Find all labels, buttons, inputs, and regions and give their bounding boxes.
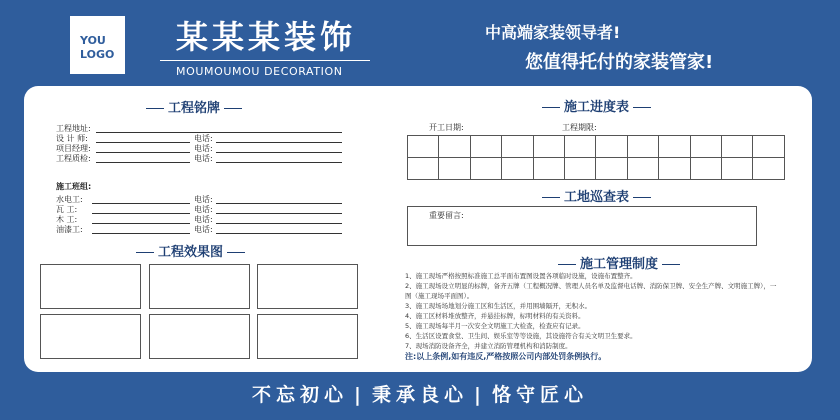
effect-image-slot	[257, 264, 358, 309]
inspector-line	[96, 162, 190, 163]
effect-image-slot	[257, 314, 358, 359]
designer-phone-line	[216, 142, 342, 143]
progress-title: 施工进度表	[538, 96, 655, 115]
tiler-phone-line	[216, 213, 342, 214]
plumber-line	[92, 203, 190, 204]
effect-image-slot	[40, 264, 141, 309]
period-label: 工程期限:	[562, 123, 597, 132]
team-carpenter-label: 木 工:	[56, 215, 78, 224]
rule-item: 5、施工现场每半月一次安全文明施工大检查，检查应有记录。	[405, 322, 585, 330]
rule-item: 2、施工现场设立明显的标牌，备齐五牌（工程概况牌、管理人员名单及监督电话牌、消防保卫牌、安全生产牌、文明施工牌），一	[405, 282, 777, 290]
painter-phone-line	[216, 233, 342, 234]
company-logo	[70, 16, 125, 74]
inspector-phone-label: 电话:	[194, 154, 213, 163]
rule-item: 7、现场消防设备齐全，并建立消防管理机构和消防制度。	[405, 342, 572, 350]
painter-phone-label: 电话:	[194, 225, 213, 234]
rule-note: 注:以上条例,如有违反,严格按照公司内部处罚条例执行。	[405, 352, 607, 361]
rule-item: 1、施工现场严格按照标准施工总平面布置图设置各项临时设施，设施布置整齐。	[405, 272, 637, 280]
inspection-title: 工地巡查表	[538, 186, 655, 205]
progress-grid	[407, 135, 785, 180]
designer-phone-label: 电话:	[194, 134, 213, 143]
effect-image-slot	[40, 314, 141, 359]
team-title: 施工班组:	[56, 182, 92, 191]
team-plumber-label: 水电工:	[56, 195, 83, 204]
carpenter-phone-line	[216, 223, 342, 224]
manager-phone-label: 电话:	[194, 144, 213, 153]
rule-item: 4、施工区材料堆放整齐，并悬挂标牌，标明材料的有关资料。	[405, 312, 585, 320]
slogan-primary: 中高端家装领导者!	[485, 23, 621, 42]
logo-text-line1: YOU	[80, 34, 106, 47]
footer-motto	[0, 380, 840, 407]
effect-title: 工程效果图	[132, 241, 249, 260]
field-inspector-label: 工程质检:	[56, 154, 91, 163]
address-line	[96, 132, 342, 133]
painter-line	[92, 233, 190, 234]
plumber-phone-line	[216, 203, 342, 204]
field-manager-label: 项目经理:	[56, 144, 91, 153]
rule-item: 图（施工现场平面图）。	[405, 292, 474, 300]
company-subtitle: MOUMOUMOU DECORATION	[176, 65, 343, 78]
motto-separator: |	[354, 384, 366, 406]
field-designer-label: 设 计 师:	[56, 134, 88, 143]
tiler-phone-label: 电话:	[194, 205, 213, 214]
nameplate-title: 工程铭牌	[142, 97, 246, 116]
motto-part: 不忘初心	[252, 384, 349, 406]
management-rules	[405, 271, 795, 362]
logo-text-line2: LOGO	[80, 48, 115, 61]
manager-phone-line	[216, 152, 342, 153]
carpenter-phone-label: 电话:	[194, 215, 213, 224]
manager-line	[96, 152, 190, 153]
motto-part: 秉承良心	[371, 384, 468, 406]
rule-item: 6、生活区设置食堂、卫生间、娱乐室等等设施，其设施符合有关文明卫生要求。	[405, 332, 637, 340]
plumber-phone-label: 电话:	[194, 195, 213, 204]
designer-line	[96, 142, 190, 143]
start-date-label: 开工日期:	[429, 123, 464, 132]
message-label: 重要留言:	[429, 211, 464, 220]
carpenter-line	[92, 223, 190, 224]
title-divider	[160, 60, 370, 61]
tiler-line	[92, 213, 190, 214]
motto-part: 恪守匠心	[491, 384, 588, 406]
inspector-phone-line	[216, 162, 342, 163]
company-title: 某某某装饰	[176, 18, 357, 56]
team-painter-label: 油漆工:	[56, 225, 83, 234]
slogan-secondary: 您值得托付的家装管家!	[525, 52, 714, 73]
effect-image-slot	[149, 314, 250, 359]
field-address-label: 工程地址:	[56, 124, 91, 133]
team-tiler-label: 瓦 工:	[56, 205, 78, 214]
motto-separator: |	[474, 384, 486, 406]
management-title: 施工管理制度	[554, 253, 684, 272]
effect-image-slot	[149, 264, 250, 309]
rule-item: 3、施工现场场地划分施工区和生活区，并用围墙隔开，无积水。	[405, 302, 592, 310]
